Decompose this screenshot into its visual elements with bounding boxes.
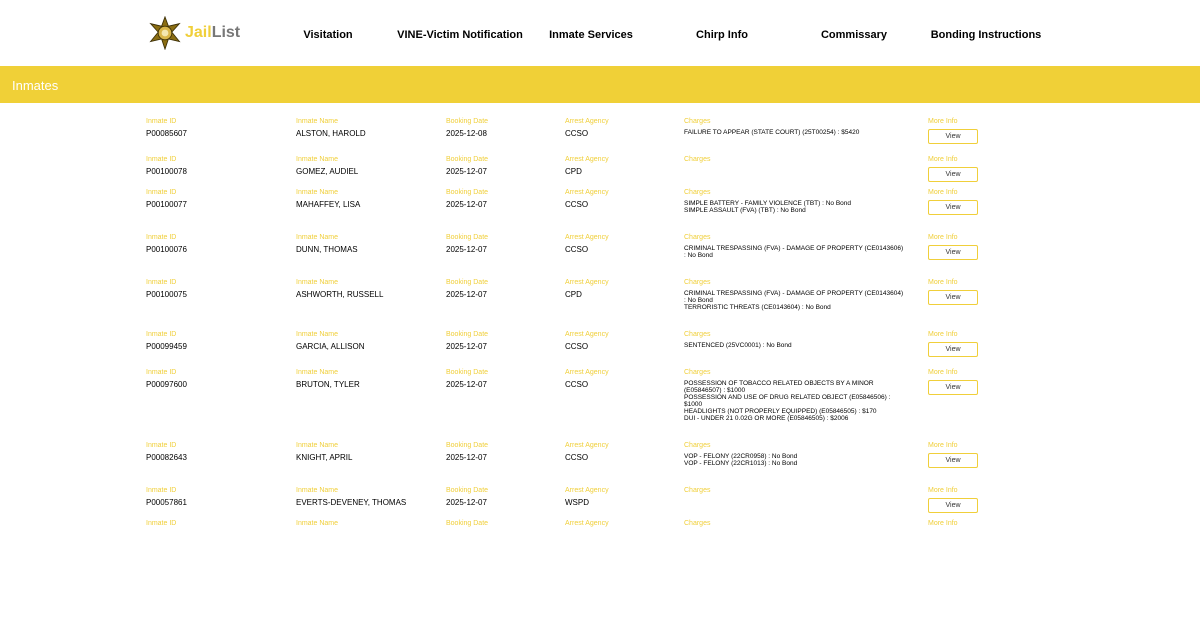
arrest-agency-label: Arrest Agency: [565, 331, 609, 338]
charge-item: TERRORISTIC THREATS (CE0143604) : No Bond: [684, 304, 831, 311]
inmate-name-label: Inmate Name: [296, 331, 339, 338]
more-info-cell: [928, 331, 978, 357]
nav-chirp-info[interactable]: Chirp Info: [696, 29, 748, 41]
charge-item: HEADLIGHTS (NOT PROPERLY EQUIPPED) (E05846505) : $170: [684, 408, 877, 415]
inmate-id-cell: [146, 520, 176, 531]
charges-cell: [684, 118, 906, 136]
charges-cell: [684, 279, 906, 311]
inmate-row: [0, 189, 1200, 234]
inmate-id-value: P00085607: [146, 129, 187, 138]
nav-commissary[interactable]: Commissary: [820, 29, 888, 41]
more-info-cell: [928, 520, 958, 531]
logo[interactable]: [148, 16, 240, 50]
inmate-id-cell: [146, 279, 187, 299]
booking-date-label: Booking Date: [446, 442, 489, 449]
charges-label: Charges: [684, 189, 711, 196]
nav-visitation[interactable]: Visitation: [303, 29, 353, 41]
inmate-name-label: Inmate Name: [296, 442, 339, 449]
inmate-id-label: Inmate ID: [146, 487, 177, 494]
booking-date-value: 2025-12-07: [446, 245, 487, 254]
more-info-cell: [928, 279, 978, 305]
charges-label: Charges: [684, 279, 711, 286]
charges-label: Charges: [684, 234, 711, 241]
inmate-row: [0, 118, 1200, 156]
nav-inmate-services[interactable]: Inmate Services: [549, 29, 633, 41]
charges-cell: [684, 331, 906, 349]
charges-cell: [684, 442, 906, 467]
inmate-id-label: Inmate ID: [146, 279, 177, 286]
charges-label: Charges: [684, 118, 711, 125]
view-button[interactable]: View: [928, 342, 978, 357]
inmate-row: [0, 369, 1200, 442]
more-info-label: More Info: [928, 234, 958, 241]
more-info-label: More Info: [928, 279, 958, 286]
inmate-id-label: Inmate ID: [146, 442, 177, 449]
view-button[interactable]: View: [928, 498, 978, 513]
inmate-list: [0, 103, 1200, 553]
arrest-agency-label: Arrest Agency: [565, 118, 609, 125]
booking-date-cell: [446, 156, 488, 176]
arrest-agency-value: CCSO: [565, 342, 589, 351]
inmate-id-label: Inmate ID: [146, 118, 177, 125]
inmate-name-cell: [296, 487, 406, 507]
inmate-name-value: ALSTON, HAROLD: [296, 129, 366, 138]
inmate-id-label: Inmate ID: [146, 156, 177, 163]
inmate-name-value: DUNN, THOMAS: [296, 245, 358, 254]
inmate-name-label: Inmate Name: [296, 189, 339, 196]
inmate-id-value: P00100076: [146, 245, 187, 254]
inmate-name-label: Inmate Name: [296, 369, 339, 376]
nav-vine-victim-notification[interactable]: VINE-Victim Notification: [397, 29, 523, 41]
arrest-agency-value: CCSO: [565, 200, 589, 209]
inmate-name-cell: [296, 520, 338, 531]
inmate-row: [0, 234, 1200, 279]
inmate-id-cell: [146, 234, 187, 254]
arrest-agency-cell: [565, 189, 609, 209]
arrest-agency-label: Arrest Agency: [565, 189, 609, 196]
view-button[interactable]: View: [928, 200, 978, 215]
inmate-id-label: Inmate ID: [146, 189, 177, 196]
view-button[interactable]: View: [928, 129, 978, 144]
booking-date-value: 2025-12-07: [446, 200, 487, 209]
charge-item: SENTENCED (25VC0001) : No Bond: [684, 342, 792, 349]
charges-cell: [684, 234, 906, 259]
view-button[interactable]: View: [928, 245, 978, 260]
inmate-id-label: Inmate ID: [146, 234, 177, 241]
charge-item: POSSESSION OF TOBACCO RELATED OBJECTS BY A MINOR (E05846507) : $1000: [684, 380, 874, 394]
charge-item: FAILURE TO APPEAR (STATE COURT) (25T00254) : $5420: [684, 129, 860, 136]
booking-date-value: 2025-12-07: [446, 290, 487, 299]
more-info-label: More Info: [928, 156, 958, 163]
arrest-agency-label: Arrest Agency: [565, 442, 609, 449]
inmate-name-cell: [296, 369, 360, 389]
view-button[interactable]: View: [928, 453, 978, 468]
arrest-agency-cell: [565, 369, 609, 389]
inmate-name-cell: [296, 189, 360, 209]
more-info-cell: [928, 487, 978, 513]
charges-label: Charges: [684, 520, 711, 527]
charges-label: Charges: [684, 156, 711, 163]
arrest-agency-cell: [565, 234, 609, 254]
charge-item: DUI - UNDER 21 0.02G OR MORE (E05846505) : $2006: [684, 415, 849, 422]
inmate-row: [0, 442, 1200, 487]
arrest-agency-value: CPD: [565, 290, 582, 299]
arrest-agency-cell: [565, 331, 609, 351]
inmate-name-value: BRUTON, TYLER: [296, 380, 360, 389]
inmate-name-label: Inmate Name: [296, 156, 339, 163]
more-info-label: More Info: [928, 487, 958, 494]
inmate-id-cell: [146, 331, 187, 351]
inmate-id-cell: [146, 369, 187, 389]
arrest-agency-label: Arrest Agency: [565, 487, 609, 494]
more-info-label: More Info: [928, 331, 958, 338]
booking-date-label: Booking Date: [446, 189, 489, 196]
booking-date-label: Booking Date: [446, 156, 489, 163]
more-info-label: More Info: [928, 189, 958, 196]
inmate-id-value: P00082643: [146, 453, 187, 462]
inmate-name-value: KNIGHT, APRIL: [296, 453, 353, 462]
view-button[interactable]: View: [928, 167, 978, 182]
inmate-name-cell: [296, 156, 358, 176]
inmate-id-label: Inmate ID: [146, 520, 177, 527]
inmate-name-label: Inmate Name: [296, 520, 339, 527]
booking-date-value: 2025-12-07: [446, 167, 487, 176]
logo-text: JailList: [185, 24, 241, 41]
booking-date-cell: [446, 189, 488, 209]
booking-date-cell: [446, 487, 488, 507]
inmate-id-value: P00100078: [146, 167, 187, 176]
charge-item: POSSESSION AND USE OF DRUG RELATED OBJECT (E05846506) : $1000: [684, 394, 891, 408]
inmate-name-cell: [296, 442, 352, 462]
inmate-id-cell: [146, 442, 187, 462]
charge-item: SIMPLE BATTERY - FAMILY VIOLENCE (TBT) : No Bond: [684, 200, 852, 207]
arrest-agency-value: CCSO: [565, 245, 589, 254]
booking-date-value: 2025-12-07: [446, 453, 487, 462]
inmate-id-label: Inmate ID: [146, 331, 177, 338]
inmate-name-cell: [296, 234, 358, 254]
arrest-agency-cell: [565, 487, 609, 507]
inmate-name-value: ASHWORTH, RUSSELL: [296, 290, 384, 299]
arrest-agency-value: CCSO: [565, 453, 589, 462]
nav-bonding-instructions[interactable]: Bonding Instructions: [930, 29, 1042, 41]
inmate-id-value: P00100075: [146, 290, 187, 299]
inmate-id-cell: [146, 189, 187, 209]
site-header: [0, 0, 1200, 66]
inmate-row: [0, 156, 1200, 189]
inmate-name-label: Inmate Name: [296, 234, 339, 241]
inmate-id-cell: [146, 487, 187, 507]
inmate-name-cell: [296, 118, 366, 138]
charges-cell: [684, 369, 906, 422]
charges-cell: [684, 520, 906, 528]
booking-date-cell: [446, 442, 488, 462]
booking-date-value: 2025-12-07: [446, 498, 487, 507]
inmate-id-cell: [146, 118, 187, 138]
charge-item: CRIMINAL TRESPASSING (FVA) - DAMAGE OF PROPERTY (CE0143604) : No Bond: [684, 290, 904, 304]
inmate-row: [0, 520, 1200, 553]
charge-item: VOP - FELONY (22CR0958) : No Bond: [684, 453, 798, 460]
more-info-label: More Info: [928, 118, 958, 125]
more-info-cell: [928, 234, 978, 260]
charges-label: Charges: [684, 331, 711, 338]
inmate-id-value: P00057861: [146, 498, 187, 507]
inmate-row: [0, 279, 1200, 331]
booking-date-label: Booking Date: [446, 234, 489, 241]
arrest-agency-cell: [565, 520, 609, 531]
arrest-agency-label: Arrest Agency: [565, 234, 609, 241]
inmate-row: [0, 331, 1200, 369]
arrest-agency-value: CCSO: [565, 380, 589, 389]
more-info-cell: [928, 156, 978, 182]
inmate-name-label: Inmate Name: [296, 279, 339, 286]
booking-date-cell: [446, 279, 488, 299]
more-info-label: More Info: [928, 442, 958, 449]
arrest-agency-label: Arrest Agency: [565, 369, 609, 376]
inmate-id-cell: [146, 156, 187, 176]
booking-date-cell: [446, 331, 488, 351]
inmate-name-label: Inmate Name: [296, 118, 339, 125]
inmate-row: [0, 487, 1200, 520]
arrest-agency-value: WSPD: [565, 498, 589, 507]
arrest-agency-cell: [565, 442, 609, 462]
booking-date-value: 2025-12-07: [446, 380, 487, 389]
booking-date-cell: [446, 234, 488, 254]
charge-item: SIMPLE ASSAULT (FVA) (TBT) : No Bond: [684, 207, 806, 214]
booking-date-label: Booking Date: [446, 520, 489, 527]
view-button[interactable]: View: [928, 380, 978, 395]
inmate-name-cell: [296, 279, 383, 299]
inmate-id-label: Inmate ID: [146, 369, 177, 376]
arrest-agency-cell: [565, 118, 609, 138]
inmate-id-value: P00099459: [146, 342, 187, 351]
booking-date-cell: [446, 369, 488, 389]
inmate-id-value: P00100077: [146, 200, 187, 209]
arrest-agency-label: Arrest Agency: [565, 520, 609, 527]
arrest-agency-cell: [565, 279, 609, 299]
charges-label: Charges: [684, 487, 711, 494]
arrest-agency-value: CPD: [565, 167, 582, 176]
inmate-name-label: Inmate Name: [296, 487, 339, 494]
arrest-agency-label: Arrest Agency: [565, 156, 609, 163]
arrest-agency-label: Arrest Agency: [565, 279, 609, 286]
view-button[interactable]: View: [928, 290, 978, 305]
inmate-name-cell: [296, 331, 364, 351]
more-info-cell: [928, 118, 978, 144]
charges-cell: [684, 487, 906, 495]
arrest-agency-value: CCSO: [565, 129, 589, 138]
inmate-name-value: GARCIA, ALLISON: [296, 342, 365, 351]
more-info-cell: [928, 189, 978, 215]
booking-date-value: 2025-12-07: [446, 342, 487, 351]
charges-cell: [684, 156, 906, 164]
charges-cell: [684, 189, 906, 214]
more-info-cell: [928, 369, 978, 395]
booking-date-label: Booking Date: [446, 118, 489, 125]
charge-item: VOP - FELONY (22CR1013) : No Bond: [684, 460, 798, 467]
charges-label: Charges: [684, 442, 711, 449]
more-info-label: More Info: [928, 520, 958, 527]
booking-date-value: 2025-12-08: [446, 129, 487, 138]
arrest-agency-cell: [565, 156, 609, 176]
inmate-id-value: P00097600: [146, 380, 187, 389]
inmate-name-value: MAHAFFEY, LISA: [296, 200, 361, 209]
booking-date-cell: [446, 118, 488, 138]
booking-date-label: Booking Date: [446, 279, 489, 286]
inmate-name-value: GOMEZ, AUDIEL: [296, 167, 359, 176]
page-title-banner: Inmates: [0, 66, 1200, 103]
charges-label: Charges: [684, 369, 711, 376]
booking-date-cell: [446, 520, 488, 531]
inmate-name-value: EVERTS-DEVENEY, THOMAS: [296, 498, 407, 507]
booking-date-label: Booking Date: [446, 331, 489, 338]
charge-item: CRIMINAL TRESPASSING (FVA) - DAMAGE OF PROPERTY (CE0143606) : No Bond: [684, 245, 904, 259]
sheriff-star-badge-icon: [148, 16, 182, 50]
more-info-cell: [928, 442, 978, 468]
more-info-label: More Info: [928, 369, 958, 376]
booking-date-label: Booking Date: [446, 487, 489, 494]
booking-date-label: Booking Date: [446, 369, 489, 376]
